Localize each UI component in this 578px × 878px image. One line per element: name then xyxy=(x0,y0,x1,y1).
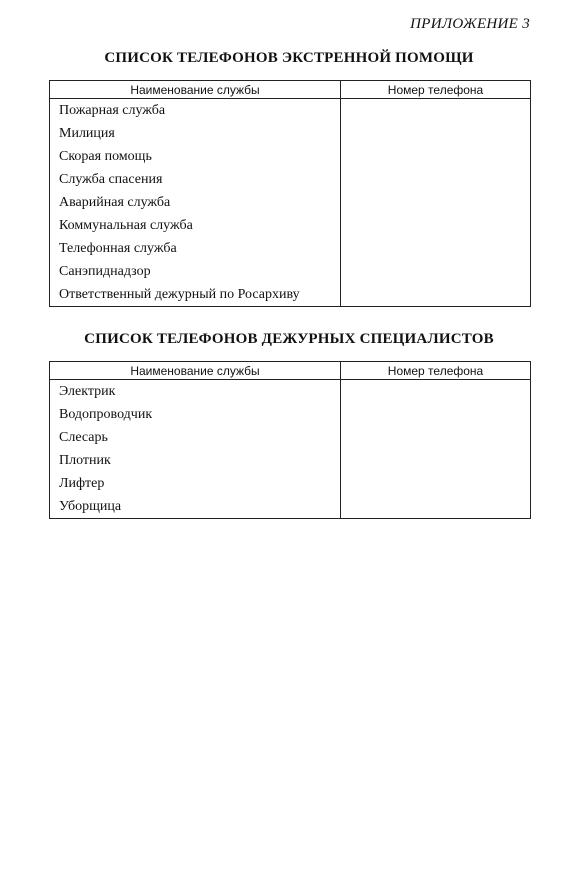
phone-number-cell xyxy=(341,495,531,519)
phone-number-cell xyxy=(341,237,531,260)
table-row xyxy=(50,495,531,519)
phone-number-cell xyxy=(341,283,531,307)
table-row xyxy=(50,191,531,214)
table-row xyxy=(50,403,531,426)
service-name-cell: Водопроводчик xyxy=(50,403,341,426)
phone-number-cell xyxy=(341,260,531,283)
table-row xyxy=(50,260,531,283)
table-header-row xyxy=(50,81,531,99)
column-header-phone: Номер телефона xyxy=(341,81,531,99)
table-row xyxy=(50,145,531,168)
service-name-cell: Плотник xyxy=(50,449,341,472)
service-name-cell: Коммунальная служба xyxy=(50,214,341,237)
emergency-section-title: СПИСОК ТЕЛЕФОНОВ ЭКСТРЕННОЙ ПОМОЩИ xyxy=(104,50,474,66)
phone-number-cell xyxy=(341,472,531,495)
column-header-phone: Номер телефона xyxy=(341,362,531,380)
table-row xyxy=(50,426,531,449)
table-header-row xyxy=(50,362,531,380)
service-name-cell: Милиция xyxy=(50,122,341,145)
service-name-cell: Лифтер xyxy=(50,472,341,495)
service-name-cell: Скорая помощь xyxy=(50,145,341,168)
appendix-label: ПРИЛОЖЕНИЕ 3 xyxy=(410,16,530,32)
phone-number-cell xyxy=(341,380,531,404)
phone-number-cell xyxy=(341,426,531,449)
table-row xyxy=(50,168,531,191)
table-row xyxy=(50,449,531,472)
service-name-cell: Слесарь xyxy=(50,426,341,449)
phone-number-cell xyxy=(341,145,531,168)
service-name-cell: Ответственный дежурный по Росархиву xyxy=(50,283,341,307)
column-header-service: Наименование службы xyxy=(50,362,341,380)
emergency-phones-table xyxy=(49,80,531,307)
phone-number-cell xyxy=(341,191,531,214)
table-row xyxy=(50,122,531,145)
phone-number-cell xyxy=(341,449,531,472)
table-row xyxy=(50,237,531,260)
service-name-cell: Санэпиднадзор xyxy=(50,260,341,283)
phone-number-cell xyxy=(341,99,531,123)
service-name-cell: Телефонная служба xyxy=(50,237,341,260)
table-row xyxy=(50,99,531,123)
service-name-cell: Аварийная служба xyxy=(50,191,341,214)
table-row xyxy=(50,472,531,495)
phone-number-cell xyxy=(341,214,531,237)
phone-number-cell xyxy=(341,403,531,426)
table-row xyxy=(50,380,531,404)
service-name-cell: Электрик xyxy=(50,380,341,404)
specialists-phones-table xyxy=(49,361,531,519)
service-name-cell: Пожарная служба xyxy=(50,99,341,123)
table-row xyxy=(50,214,531,237)
service-name-cell: Уборщица xyxy=(50,495,341,519)
phone-number-cell xyxy=(341,122,531,145)
table-row xyxy=(50,283,531,307)
phone-number-cell xyxy=(341,168,531,191)
specialists-section-title: СПИСОК ТЕЛЕФОНОВ ДЕЖУРНЫХ СПЕЦИАЛИСТОВ xyxy=(84,331,494,347)
service-name-cell: Служба спасения xyxy=(50,168,341,191)
column-header-service: Наименование службы xyxy=(50,81,341,99)
